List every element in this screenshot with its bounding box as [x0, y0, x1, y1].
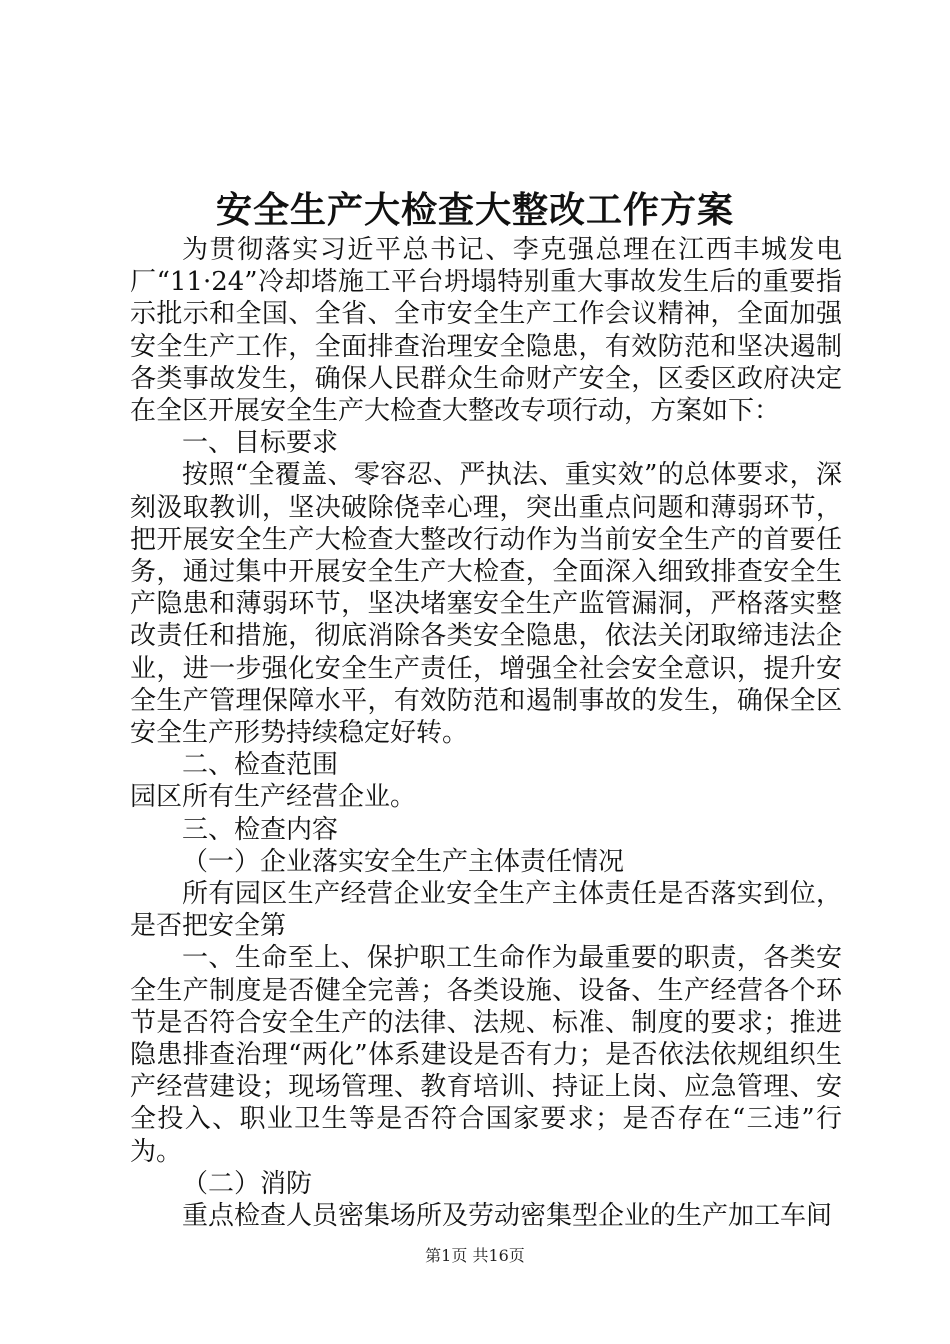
section-heading-content: 三、检查内容 — [182, 814, 339, 845]
intro-paragraph: 为贯彻落实习近平总书记、李克强总理在江西丰城发电厂“11·24”冷却塔施工平台坍塌特别重大事故发生后的重要指示批示和全国、全省、全市安全生产工作会议精神，全面加强安全生产工作，全面排查治理安全隐患，有效防范和坚决遏制各类事故发生，确保人民群众生命财产安全，区委区政府决定在全区开展安全生产大检查大整改专项行动，方案如下： — [130, 235, 842, 427]
responsibility-paragraph: 所有园区生产经营企业安全生产主体责任是否落实到位，是否把安全第 — [130, 879, 842, 942]
section-heading-scope: 二、检查范围 — [182, 750, 339, 781]
fire-paragraph: 重点检查人员密集场所及劳动密集型企业的生产加工车间 — [182, 1201, 833, 1232]
section-heading-goals: 一、目标要求 — [182, 428, 339, 459]
document-body — [130, 234, 842, 1232]
responsibility-paragraph-continued: 一、生命至上、保护职工生命作为最重要的职责，各类安全生产制度是否健全完善；各类设施、设备、生产经营各个环节是否符合安全生产的法律、法规、标准、制度的要求；推进隐患排查治理“两化”体系建设是否有力；是否依法依规组织生产经营建设；现场管理、教育培训、持证上岗、应急管理、安全投入、职业卫生等是否符合国家要求；是否存在“三违”行为。 — [130, 943, 842, 1167]
goals-paragraph: 按照“全覆盖、零容忍、严执法、重实效”的总体要求，深刻汲取教训，坚决破除侥幸心理，突出重点问题和薄弱环节，把开展安全生产大检查大整改行动作为当前安全生产的首要任务，通过集中开展安全生产大检查，全面深入细致排查安全生产隐患和薄弱环节，坚决堵塞安全生产监管漏洞，严格落实整改责任和措施，彻底消除各类安全隐患，依法关闭取缔违法企业，进一步强化安全生产责任，增强全社会安全意识，提升安全生产管理保障水平，有效防范和遏制事故的发生，确保全区安全生产形势持续稳定好转。 — [130, 460, 842, 749]
subsection-heading-responsibility: （一）企业落实安全生产主体责任情况 — [182, 846, 625, 877]
scope-paragraph: 园区所有生产经营企业。 — [130, 782, 417, 813]
subsection-heading-fire: （二）消防 — [182, 1168, 313, 1199]
page-footer: 第1页 共16页 — [425, 1246, 525, 1265]
document-title: 安全生产大检查大整改工作方案 — [215, 189, 734, 231]
